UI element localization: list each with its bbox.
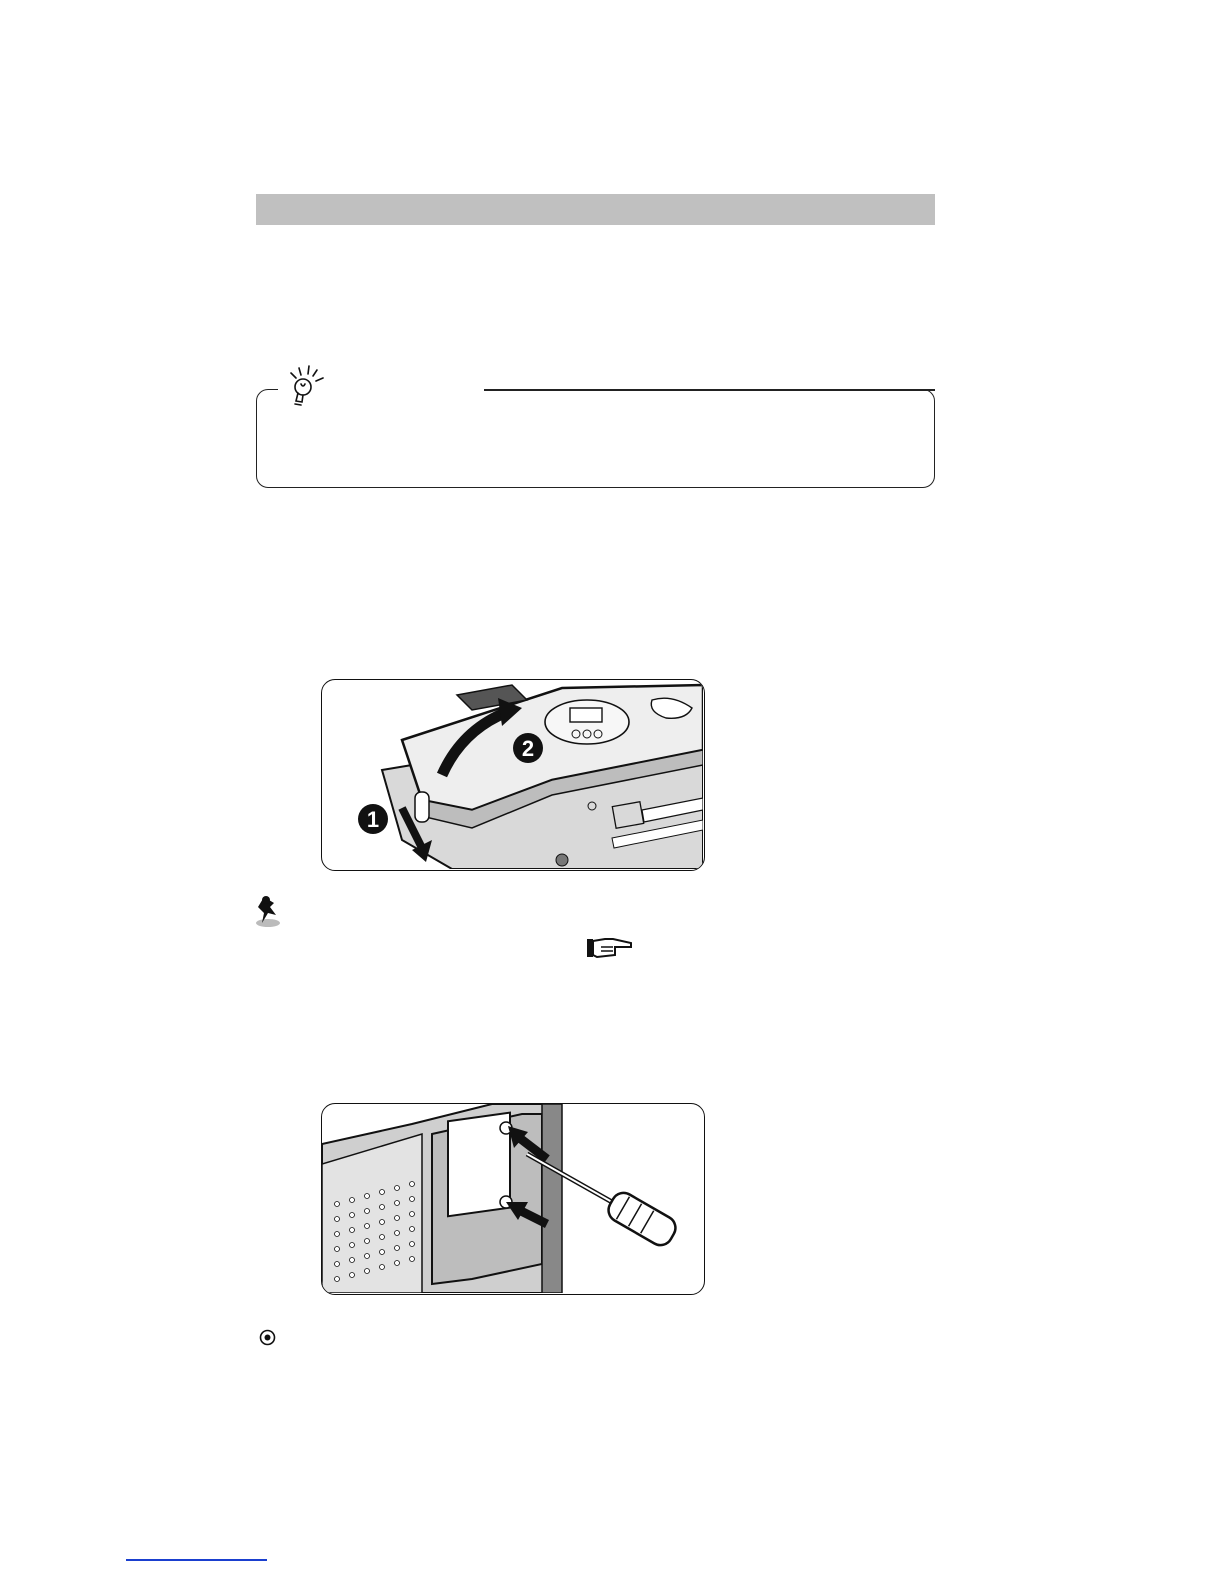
pointing-hand-icon	[585, 935, 633, 961]
tip-box	[256, 389, 935, 488]
footer-link-underline	[126, 1559, 267, 1561]
section-header-bar	[256, 194, 935, 225]
figure-open-cover	[321, 679, 705, 871]
pushpin-note-icon	[254, 893, 288, 929]
svg-text:2: 2	[521, 736, 535, 761]
svg-text:1: 1	[366, 807, 380, 832]
tip-box-top-line	[484, 389, 935, 391]
light-bulb-icon	[279, 364, 335, 412]
circle-bullet-icon	[259, 1329, 276, 1346]
figure-remove-screws	[321, 1103, 705, 1295]
